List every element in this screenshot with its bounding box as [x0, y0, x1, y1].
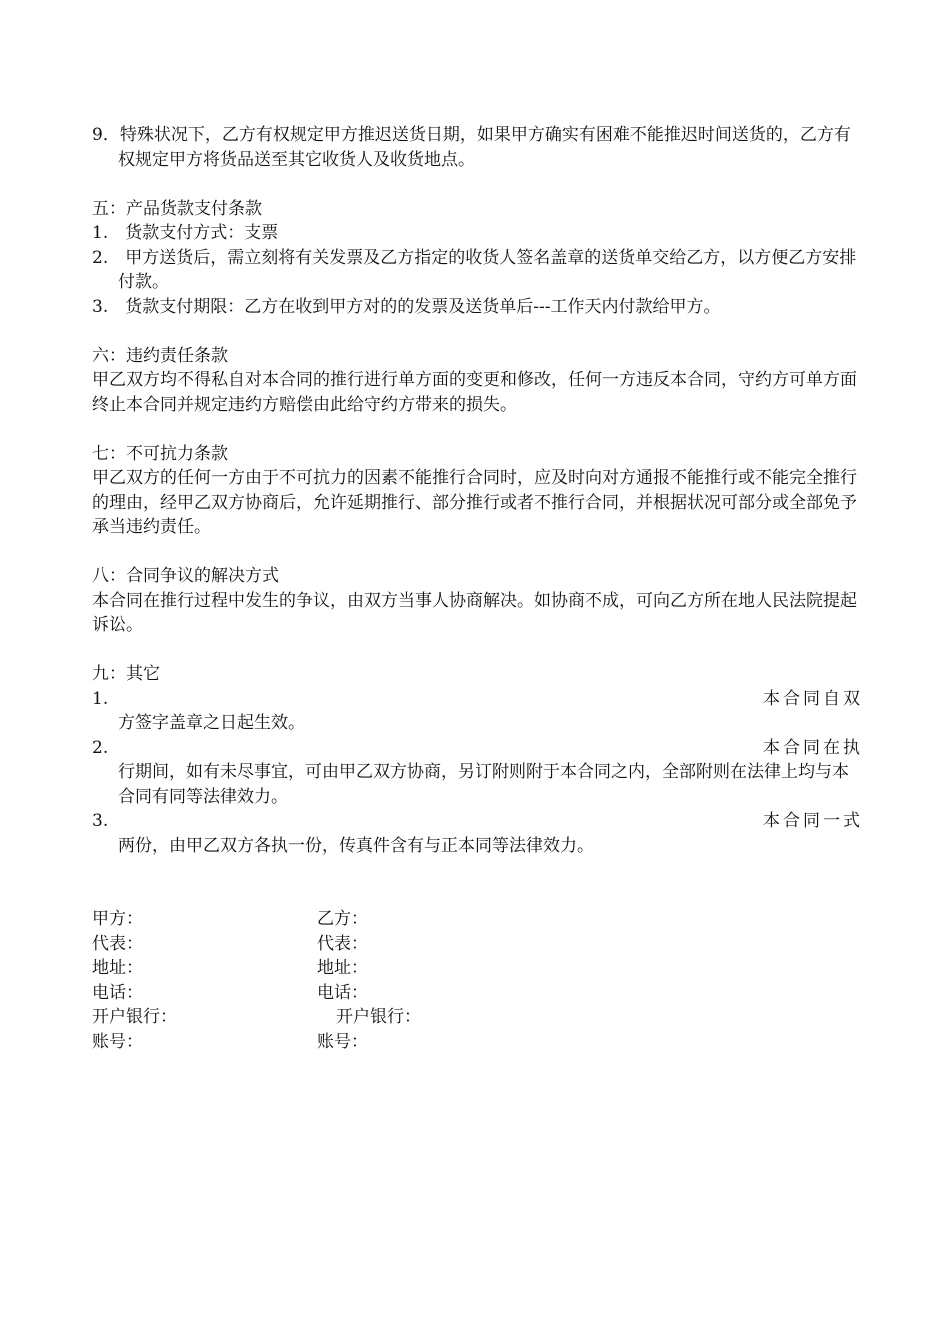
party-a-label: 甲方：	[92, 909, 143, 929]
signature-row-representative	[92, 932, 860, 957]
section-9-item-3	[92, 809, 863, 858]
item-text-continued: 两份，由甲乙双方各执一份，传真件含有与正本同等法律效力。	[118, 835, 594, 856]
party-a-phone-label: 电话：	[92, 982, 143, 1003]
item-text-start: 本合同在执	[763, 737, 863, 758]
party-b-representative-label: 代表：	[317, 933, 368, 954]
section-5-heading: 五：产品货款支付条款	[92, 198, 262, 219]
item-text-start: 本合同自双	[763, 688, 863, 709]
item-text-start: 本合同一式	[763, 811, 863, 831]
item-number: 2.	[92, 737, 109, 758]
party-b-account-label: 账号：	[317, 1031, 368, 1052]
party-b-address-label: 地址：	[317, 958, 368, 978]
signature-row-party	[92, 907, 860, 932]
section-6-body: 甲乙双方均不得私自对本合同的推行进行单方面的变更和修改，任何一方违反本合同，守约方可单方面终止本合同并规定违约方赔偿由此给守约方带来的损失。	[92, 370, 857, 415]
section-5-item-2: 2. 甲方送货后，需立刻将有关发票及乙方指定的收货人签名盖章的送货单交给乙方，以方便乙方安排付款。	[92, 247, 857, 292]
spacer	[92, 417, 860, 442]
section-7-heading: 七：不可抗力条款	[92, 443, 228, 464]
spacer	[92, 319, 860, 344]
item-number: 3.	[92, 811, 109, 831]
item-text-continued: 方签字盖章之日起生效。	[118, 713, 305, 733]
party-a-representative-label: 代表：	[92, 933, 143, 954]
section-6-heading: 六：违约责任条款	[92, 345, 228, 366]
signature-row-address	[92, 956, 860, 981]
contract-page	[92, 123, 863, 1054]
section-5-item-1: 1. 货款支付方式：支票	[92, 223, 279, 243]
section-5-item-3: 3. 货款支付期限：乙方在收到甲方对的的发票及送货单后---工作天内付款给甲方。	[92, 296, 721, 317]
spacer	[92, 172, 860, 197]
party-b-bank-label: 开户银行：	[336, 1007, 421, 1027]
section-9-item-2	[92, 736, 863, 810]
spacer	[92, 638, 860, 663]
party-b-label: 乙方：	[317, 909, 368, 929]
spacer	[92, 540, 860, 565]
item-text-continued: 行期间，如有未尽事宜，可由甲乙双方协商，另订附则附于本合同之内，全部附则在法律上均与本合同有同等法律效力。	[118, 762, 849, 807]
section-9-item-1	[92, 687, 863, 736]
signature-row-account	[92, 1030, 860, 1055]
section-9-heading: 九：其它	[92, 664, 160, 684]
section-8-body: 本合同在推行过程中发生的争议，由双方当事人协商解决。如协商不成，可向乙方所在地人民法院提起诉讼。	[92, 590, 857, 635]
party-a-bank-label: 开户银行：	[92, 1007, 177, 1027]
party-a-address-label: 地址：	[92, 958, 143, 978]
section-8-heading: 八：合同争议的解决方式	[92, 566, 279, 586]
item-number: 1.	[92, 688, 109, 709]
signature-row-bank	[92, 1005, 860, 1030]
party-a-account-label: 账号：	[92, 1031, 143, 1052]
clause-4-item-9: 9．特殊状况下，乙方有权规定甲方推迟送货日期，如果甲方确实有困难不能推迟时间送货的，乙方有权规定甲方将货品送至其它收货人及收货地点。	[92, 125, 851, 170]
signature-row-phone	[92, 981, 860, 1006]
party-b-phone-label: 电话：	[317, 982, 368, 1003]
section-7-body: 甲乙双方的任何一方由于不可抗力的因素不能推行合同时，应及时向对方通报不能推行或不能完全推行的理由，经甲乙双方协商后，允许延期推行、部分推行或者不推行合同，并根据状况可部分或全部免予承当违约责任。	[92, 468, 857, 537]
signature-block	[92, 907, 860, 1054]
